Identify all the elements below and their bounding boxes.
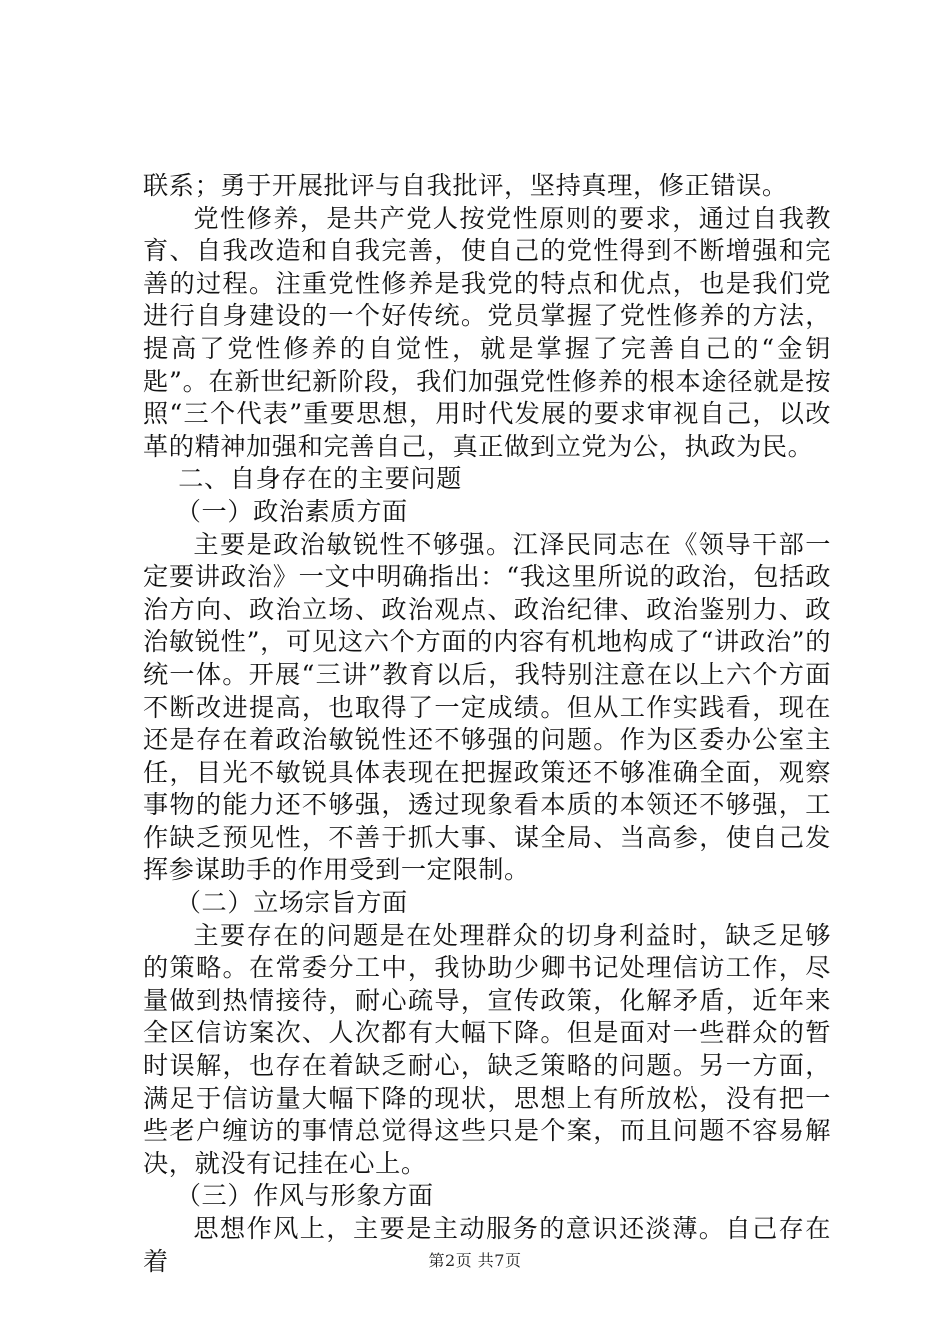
subheading-political-quality: （一）政治素质方面	[175, 496, 408, 526]
paragraph-party-cultivation: 党性修养，是共产党人按党性原则的要求，通过自我教育、自我改造和自我完善，使自己的党性得到不断增强和完善的过程。注重党性修养是我党的特点和优点，也是我们党进行自身建设的一个好传统。党员掌握了党性修养的方法，提高了党性修养的自觉性，就是掌握了完善自己的“金钥匙”。在新世纪新阶段，我们加强党性修养的根本途径就是按照“三个代表”重要思想，用时代发展的要求审视自己，以改革的精神加强和完善自己，真正做到立党为公，执政为民。	[143, 203, 831, 461]
paragraph-continuation: 联系；勇于开展批评与自我批评，坚持真理，修正错误。	[143, 171, 788, 200]
subheading-style-image: （三）作风与形象方面	[175, 1181, 434, 1211]
document-body	[143, 170, 831, 1278]
paragraph-service-awareness: 思想作风上，主要是主动服务的意识还淡薄。自己存在着	[143, 1214, 831, 1276]
paragraph-political-sensitivity: 主要是政治敏锐性不够强。江泽民同志在《领导干部一定要讲政治》一文中明确指出：“我这里所说的政治，包括政治方向、政治立场、政治观点、政治纪律、政治鉴别力、政治敏锐性”，可见这六个方面的内容有机地构成了“讲政治”的统一体。开展“三讲”教育以后，我特别注意在以上六个方面不断改进提高，也取得了一定成绩。但从工作实践看，现在还是存在着政治敏锐性还不够强的问题。作为区委办公室主任，目光不敏锐具体表现在把握政策还不够准确全面，观察事物的能力还不够强，透过现象看本质的本领还不够强，工作缺乏预见性，不善于抓大事、谋全局、当高参，使自己发挥参谋助手的作用受到一定限制。	[143, 529, 831, 885]
section-heading-main-problems: 二、自身存在的主要问题	[178, 464, 462, 494]
subheading-stance-purpose: （二）立场宗旨方面	[175, 888, 408, 918]
paragraph-petition-work: 主要存在的问题是在处理群众的切身利益时，缺乏足够的策略。在常委分工中，我协助少卿书记处理信访工作，尽量做到热情接待，耐心疏导，宣传政策，化解矛盾，近年来全区信访案次、人次都有大幅下降。但是面对一些群众的暂时误解，也存在着缺乏耐心，缺乏策略的问题。另一方面，满足于信访量大幅下降的现状，思想上有所放松，没有把一些老户缠访的事情总觉得这些只是个案，而且问题不容易解决，就没有记挂在心上。	[143, 920, 831, 1178]
page-number-footer: 第2页 共7页	[428, 1251, 522, 1270]
